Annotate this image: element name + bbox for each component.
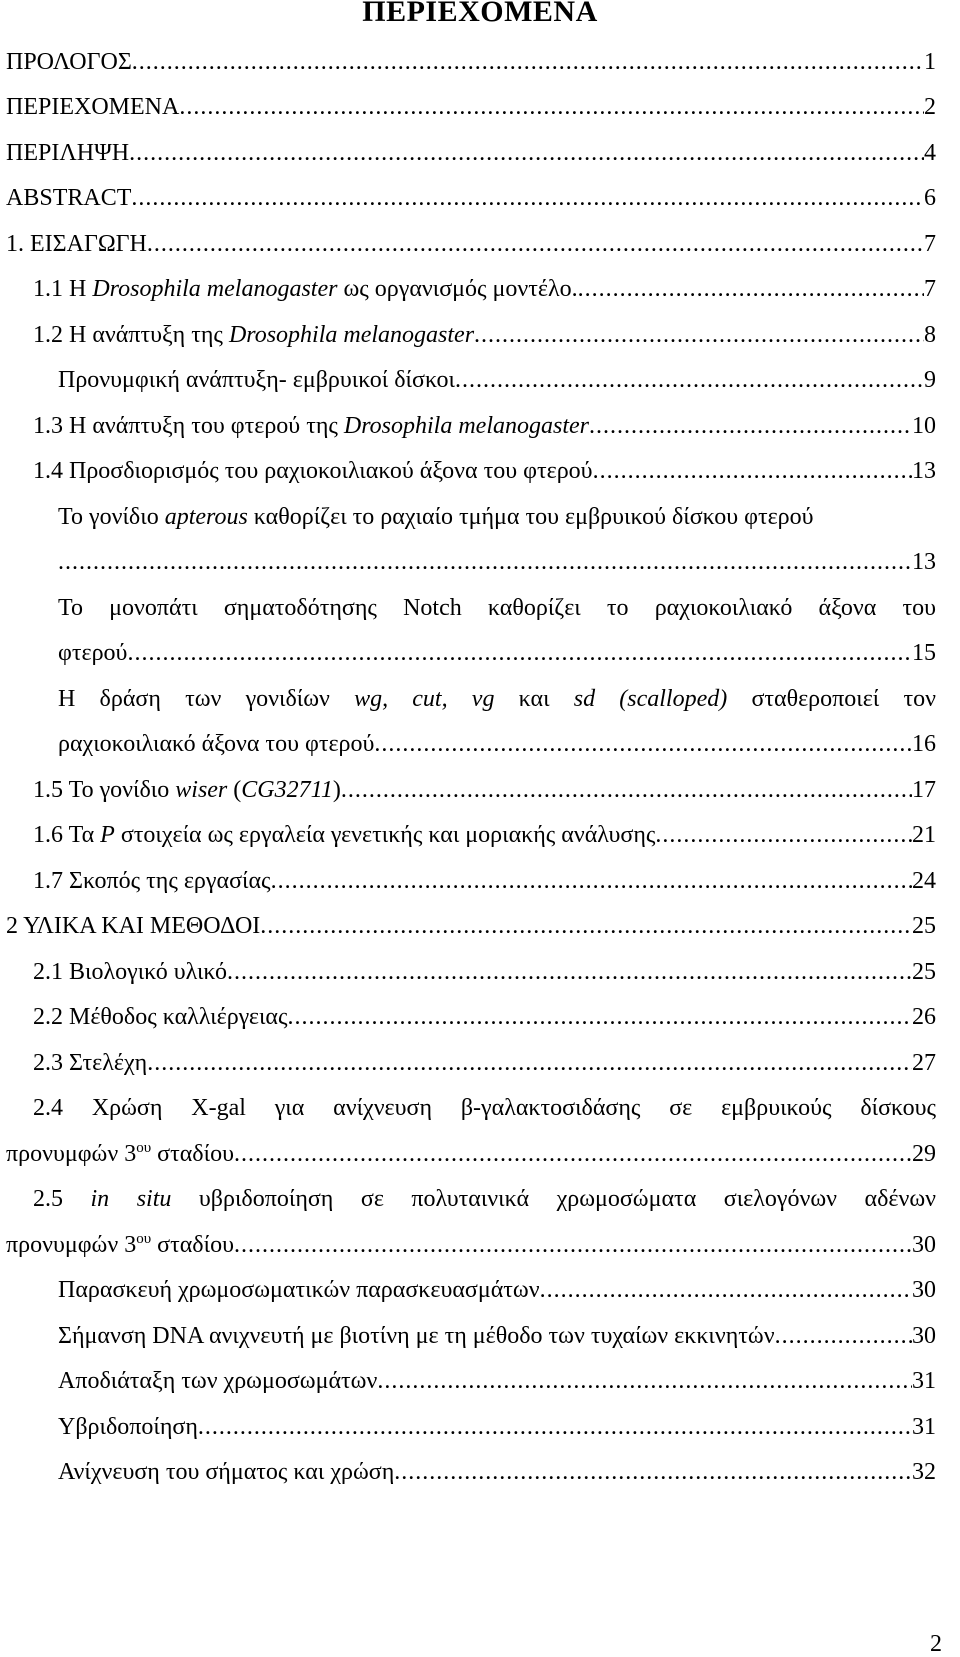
toc-page-number: 29 — [912, 1141, 936, 1167]
toc-entry-text: 1.6 Τα P στοιχεία ως εργαλεία γενετικής και μοριακής ανάλυσης — [33, 822, 656, 848]
toc-page-number: 1 — [924, 49, 936, 75]
toc-entry[interactable] — [0, 451, 936, 491]
toc-page-number: 25 — [912, 913, 936, 939]
toc-entry-text: Αποδιάταξη των χρωμοσωμάτων — [58, 1368, 378, 1394]
toc-entry[interactable] — [0, 815, 936, 855]
toc-leader — [129, 133, 924, 173]
toc-page-number: 6 — [924, 185, 936, 211]
toc-entry-text: 1.7 Σκοπός της εργασίας — [33, 868, 271, 894]
toc-page-number: 30 — [912, 1277, 936, 1303]
toc-entry-text: Προνυμφική ανάπτυξη- εμβρυικοί δίσκοι — [58, 367, 455, 393]
toc-page-number: 13 — [912, 458, 936, 484]
toc-entry-text-cont: προνυμφών $3^{o\upsilon}$ σταδίου — [6, 1231, 234, 1258]
toc-entry[interactable] — [0, 679, 936, 719]
toc-leader — [260, 906, 912, 946]
toc-leader — [58, 542, 912, 582]
toc-entry[interactable] — [0, 1179, 936, 1219]
toc-leader — [374, 724, 912, 764]
toc-entry-text: ΠΡΟΛΟΓΟΣ — [6, 49, 132, 75]
toc-entry[interactable] — [0, 42, 936, 82]
toc-entry-text: 1.2 Η ανάπτυξη της Drosophila melanogaster — [33, 322, 475, 348]
toc-entry-text-cont: ραχιοκοιλιακό άξονα του φτερού — [58, 731, 375, 757]
toc-entry-text: Σήμανση DNA ανιχνευτή με βιοτίνη με τη μέθοδο των τυχαίων εκκινητών — [58, 1323, 775, 1349]
toc-entry[interactable] — [0, 1316, 936, 1356]
toc-leader — [455, 360, 924, 400]
toc-entry[interactable] — [0, 1407, 936, 1447]
toc-entry-text: Υβριδοποίηση — [58, 1414, 198, 1440]
toc-entry-continuation — [0, 542, 936, 582]
toc-entry-text: 1.3 Η ανάπτυξη του φτερού της Drosophila melanogaster — [33, 413, 589, 439]
toc-leader — [227, 952, 912, 992]
toc-page-number: 8 — [924, 322, 936, 348]
toc-entry-text: 1.1 Η Drosophila melanogaster ως οργανισμός μοντέλο. — [33, 276, 578, 302]
toc-leader — [593, 451, 912, 491]
toc-entry[interactable] — [0, 178, 936, 218]
toc-entry-text: Το γονίδιο apterous καθορίζει το ραχιαίο τμήμα του εμβρυικού δίσκου φτερού — [58, 504, 814, 530]
toc-page-number: 16 — [912, 731, 936, 757]
toc-entry-continuation — [0, 633, 936, 673]
toc-entry[interactable] — [0, 588, 936, 628]
toc-entry-continuation — [0, 1134, 936, 1174]
toc-entry-text: 1. ΕΙΣΑΓΩΓΗ — [6, 231, 147, 257]
toc-leader — [578, 269, 924, 309]
toc-entry[interactable] — [0, 406, 936, 446]
toc-entry-text: 2.2 Μέθοδος καλλιέργειας — [33, 1004, 288, 1030]
toc-page-number: 30 — [912, 1232, 936, 1258]
toc-entry[interactable] — [0, 1452, 936, 1492]
toc-entry[interactable] — [0, 269, 936, 309]
toc-page-number: 2 — [924, 94, 936, 120]
toc-leader — [131, 178, 924, 218]
toc-page-number: 4 — [924, 140, 936, 166]
toc-leader — [147, 224, 924, 264]
toc-entry[interactable] — [0, 497, 936, 537]
toc-entry-text: 1.5 Το γονίδιο wiser (CG32711) — [33, 777, 341, 803]
toc-entry[interactable] — [0, 315, 936, 355]
toc-page-number: 7 — [924, 231, 936, 257]
toc-leader — [234, 1225, 912, 1265]
toc-entry[interactable] — [0, 1043, 936, 1083]
toc-page-number: 9 — [924, 367, 936, 393]
toc-leader — [655, 815, 912, 855]
toc-leader — [540, 1270, 912, 1310]
toc-entry-continuation — [0, 724, 936, 764]
toc-page-number: 21 — [912, 822, 936, 848]
toc-entry[interactable] — [0, 770, 936, 810]
toc-leader — [341, 770, 912, 810]
toc-entry[interactable] — [0, 224, 936, 264]
toc-entry-text: ABSTRACT — [6, 185, 132, 211]
toc-entry-text-cont: προνυμφών $3^{o\upsilon}$ σταδίου — [6, 1140, 234, 1167]
toc-entry[interactable] — [0, 906, 936, 946]
toc-page-number: 32 — [912, 1459, 936, 1485]
toc-leader — [127, 633, 912, 673]
toc-leader — [589, 406, 912, 446]
toc-leader — [474, 315, 924, 355]
toc-page-number: 7 — [924, 276, 936, 302]
toc-entry[interactable] — [0, 133, 936, 173]
toc-entry[interactable] — [0, 861, 936, 901]
toc-page-number: 27 — [912, 1050, 936, 1076]
toc-entry-text: Παρασκευή χρωμοσωματικών παρασκευασμάτων — [58, 1277, 540, 1303]
toc-entry-text: ΠΕΡΙΛΗΨΗ — [6, 140, 130, 166]
toc-entry[interactable] — [0, 1088, 936, 1128]
toc-page-number: 25 — [912, 959, 936, 985]
toc-entry[interactable] — [0, 360, 936, 400]
toc-page-number: 31 — [912, 1414, 936, 1440]
toc-leader — [132, 42, 924, 82]
toc-entry-text: Ανίχνευση του σήματος και χρώση — [58, 1459, 395, 1485]
toc-page-number: 31 — [912, 1368, 936, 1394]
toc-leader — [287, 997, 912, 1037]
toc-entry[interactable] — [0, 1361, 936, 1401]
toc-page-number: 10 — [912, 413, 936, 439]
toc-page-number: 24 — [912, 868, 936, 894]
toc-entry-text: Η δράση των γονιδίων wg, cut, vg και sd (scalloped) σταθεροποιεί τον — [58, 686, 936, 712]
toc-page-number: 26 — [912, 1004, 936, 1030]
toc-entry-text: ΠΕΡΙΕΧΟΜΕΝΑ — [6, 94, 180, 120]
toc-entry[interactable] — [0, 1270, 936, 1310]
toc-entry[interactable] — [0, 952, 936, 992]
toc-entry-text: 2.1 Βιολογικό υλικό — [33, 959, 227, 985]
toc-entry-text-cont: φτερού — [58, 640, 128, 666]
toc-page-number: 17 — [912, 777, 936, 803]
toc-leader — [394, 1452, 912, 1492]
toc-leader — [377, 1361, 912, 1401]
toc-entry-text: Το μονοπάτι σηματοδότησης Notch καθορίζει το ραχιοκοιλιακό άξονα του — [58, 595, 936, 621]
toc-page-number: 30 — [912, 1323, 936, 1349]
toc-leader — [234, 1134, 912, 1174]
toc-entry[interactable] — [0, 87, 936, 127]
toc-page-number: 15 — [912, 640, 936, 666]
toc-entry-continuation — [0, 1225, 936, 1265]
page-number: 2 — [930, 1631, 942, 1657]
toc-leader — [198, 1407, 912, 1447]
toc-leader — [147, 1043, 912, 1083]
toc-entry-text: 2.3 Στελέχη — [33, 1050, 148, 1076]
toc-page-number: 13 — [912, 549, 936, 575]
toc-entry-text: 1.4 Προσδιορισμός του ραχιοκοιλιακού άξονα του φτερού — [33, 458, 593, 484]
toc-leader — [179, 87, 924, 127]
toc-entry-text: 2.5 in situ υβριδοποίηση σε πολυταινικά χρωμοσώματα σιελογόνων αδένων — [33, 1186, 936, 1212]
toc-title: ΠΕΡΙΕΧΟΜΕΝΑ — [362, 0, 598, 28]
toc-entry-text: 2 ΥΛΙΚΑ ΚΑΙ ΜΕΘΟΔΟΙ — [6, 913, 261, 939]
toc-leader — [775, 1316, 912, 1356]
toc-entry-text: 2.4 Χρώση X-gal για ανίχνευση β-γαλακτοσιδάσης σε εμβρυικούς δίσκους — [33, 1095, 936, 1121]
toc-leader — [271, 861, 912, 901]
toc-entry[interactable] — [0, 997, 936, 1037]
